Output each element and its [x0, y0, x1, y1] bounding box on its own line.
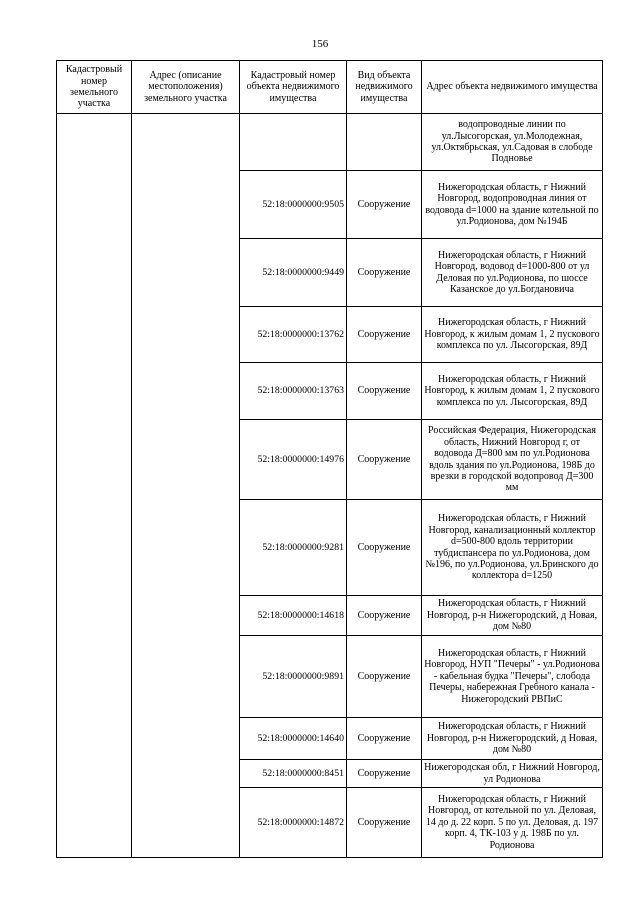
- object-kind: Сооружение: [347, 500, 422, 596]
- object-address: Нижегородская область, г Нижний Новгород, водовод d=1000-800 от ул Деловая по ул.Родионова, по шоссе Казанское до ул.Богдановича: [422, 239, 603, 307]
- object-address: Нижегородская обл, г Нижний Новгород, ул Родионова: [422, 760, 603, 788]
- header-land-address: Адрес (описание местоположения) земельного участка: [132, 61, 240, 114]
- object-cadastral-number: 52:18:0000000:9449: [240, 239, 347, 307]
- header-land-cadastral-number: Кадастровый номер земельного участка: [57, 61, 132, 114]
- object-cadastral-number: 52:18:0000000:14618: [240, 596, 347, 636]
- object-kind: Сооружение: [347, 171, 422, 239]
- object-cadastral-number: 52:18:0000000:13762: [240, 307, 347, 363]
- object-address: Нижегородская область, г Нижний Новгород, НУП "Печеры" - ул.Родионова - кабельная будка "Печеры", слобода Печеры, набережная Гребного канала - Нижегородский РВПиС: [422, 636, 603, 718]
- object-address: Нижегородская область, г Нижний Новгород, от котельной по ул. Деловая, 14 до д. 22 корп. 5 по ул. Деловая, д. 197 корп. 4, ТК-103 у д. 198Б по ул. Родионова: [422, 788, 603, 858]
- object-kind: Сооружение: [347, 636, 422, 718]
- object-cadastral-number: 52:18:0000000:8451: [240, 760, 347, 788]
- object-kind: Сооружение: [347, 760, 422, 788]
- object-cadastral-number: [240, 114, 347, 171]
- object-cadastral-number: 52:18:0000000:14640: [240, 718, 347, 760]
- land-cadastral-number-cell: [57, 114, 132, 858]
- object-cadastral-number: 52:18:0000000:9505: [240, 171, 347, 239]
- land-address-cell: [132, 114, 240, 858]
- object-kind: Сооружение: [347, 363, 422, 420]
- object-kind: Сооружение: [347, 596, 422, 636]
- header-object-address: Адрес объекта недвижимого имущества: [422, 61, 603, 114]
- object-cadastral-number: 52:18:0000000:14976: [240, 420, 347, 500]
- registry-table: [56, 60, 603, 858]
- object-address: Нижегородская область, г Нижний Новгород, к жилым домам 1, 2 пускового комплекса по ул. Лысогорская, 89Д: [422, 363, 603, 420]
- object-address: Нижегородская область, г Нижний Новгород, канализационный коллектор d=500-800 вдоль территории тубдиспансера по ул.Родионова, дом №196, по ул.Родионова, ул.Бринского до коллектора d=1250: [422, 500, 603, 596]
- object-kind: Сооружение: [347, 718, 422, 760]
- header-object-kind: Вид объекта недвижимого имущества: [347, 61, 422, 114]
- object-kind: [347, 114, 422, 171]
- page-number: 156: [311, 38, 329, 50]
- object-address: Российская Федерация, Нижегородская область, Нижний Новгород г, от водовода Д=800 мм по ул.Родионова вдоль здания по ул.Родионова, 198Б до врезки в городской водопровод Д=300 мм: [422, 420, 603, 500]
- object-address: Нижегородская область, г Нижний Новгород, р-н Нижегородский, д Новая, дом №80: [422, 596, 603, 636]
- header-row: [57, 61, 603, 114]
- object-address: Нижегородская область, г Нижний Новгород, к жилым домам 1, 2 пускового комплекса по ул. Лысогорская, 89Д: [422, 307, 603, 363]
- object-cadastral-number: 52:18:0000000:9891: [240, 636, 347, 718]
- object-kind: Сооружение: [347, 420, 422, 500]
- table-row: [57, 114, 603, 171]
- object-cadastral-number: 52:18:0000000:13763: [240, 363, 347, 420]
- object-address: Нижегородская область, г Нижний Новгород, р-н Нижегородский, д Новая, дом №80: [422, 718, 603, 760]
- header-object-cadastral-number: Кадастровый номер объекта недвижимого имущества: [240, 61, 347, 114]
- object-kind: Сооружение: [347, 239, 422, 307]
- object-kind: Сооружение: [347, 788, 422, 858]
- object-address: водопроводные линии по ул.Лысогорская, ул.Молодежная, ул.Октябрьская, ул.Садовая в слободе Подновье: [422, 114, 603, 171]
- object-cadastral-number: 52:18:0000000:14872: [240, 788, 347, 858]
- object-address: Нижегородская область, г Нижний Новгород, водопроводная линия от водовода d=1000 на здание котельной по ул.Родионова, дом №194Б: [422, 171, 603, 239]
- object-kind: Сооружение: [347, 307, 422, 363]
- object-cadastral-number: 52:18:0000000:9281: [240, 500, 347, 596]
